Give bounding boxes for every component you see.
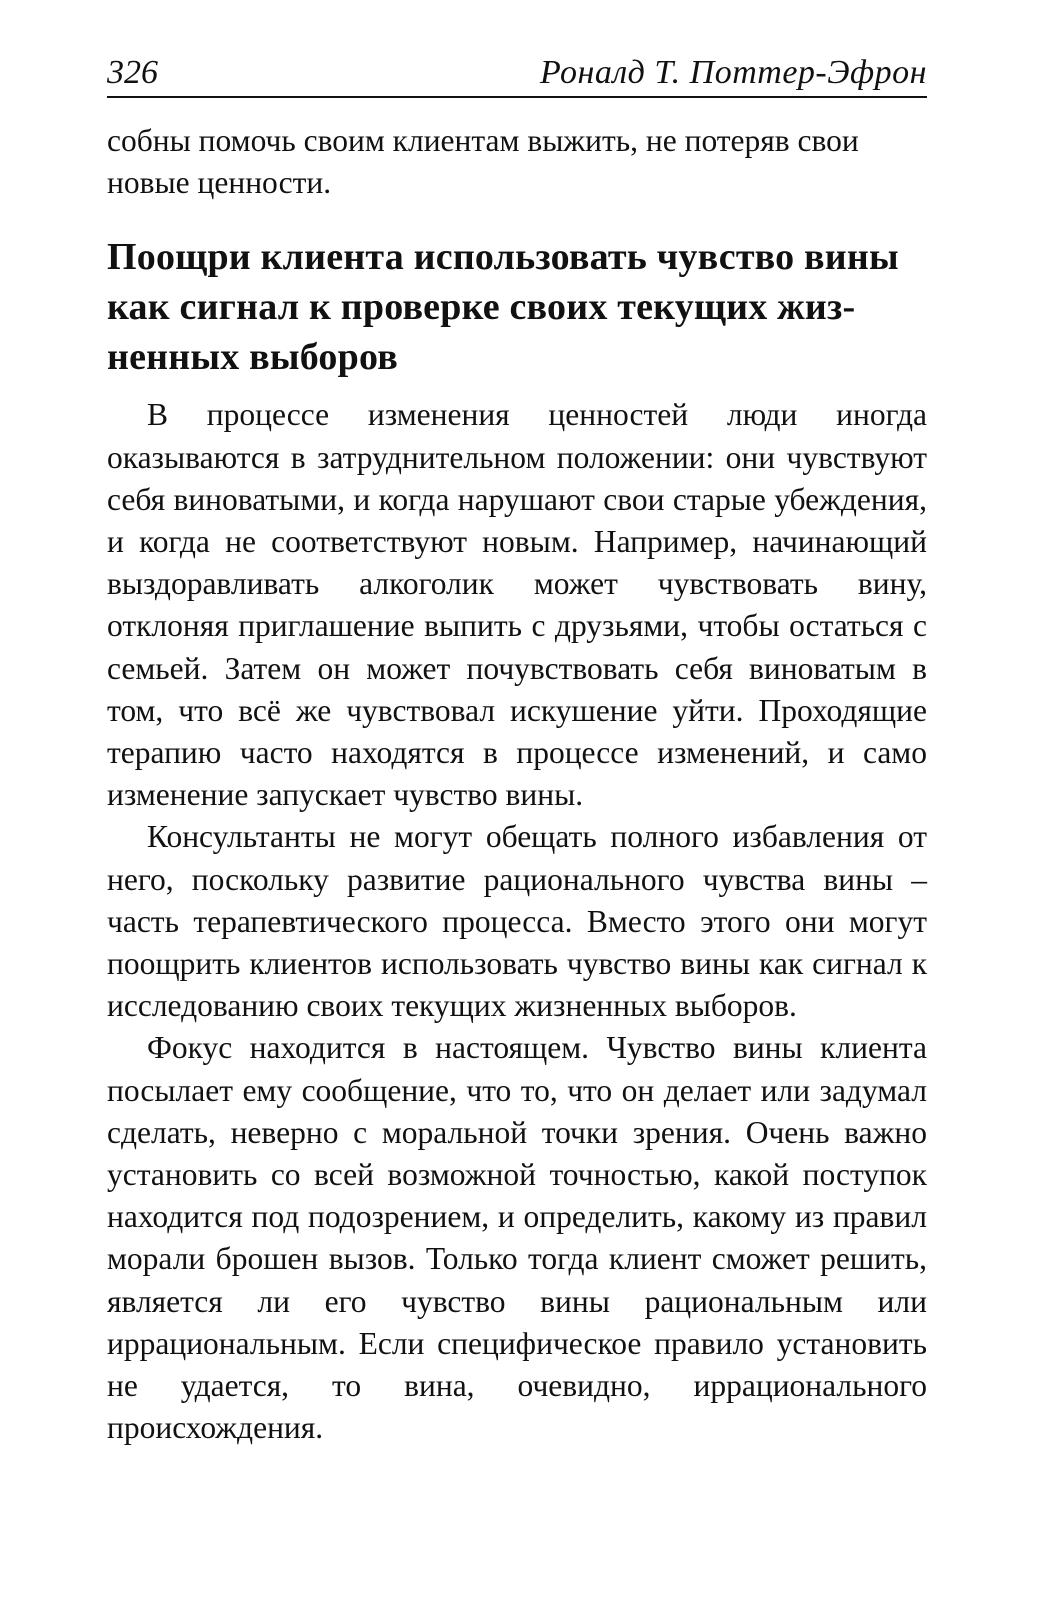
running-head: Роналд Т. Поттер-Эфрон — [539, 54, 927, 91]
page-number: 326 — [107, 54, 158, 91]
body-paragraph-1: В процессе изменения ценностей люди иногда оказываются в затруднительном положении: они чувствуют себя виноватыми, и когда нарушают свои старые убеждения, и когда не соответствуют новым. Например, начинающий выздоравливать алкоголик может чувствовать вину, отклоняя приглашение выпить с друзьями, чтобы остаться с семьей. Затем он может почувствовать себя виноватым в том, что всё же чувствовал искушение уйти. Проходящие терапию часто находятся в процессе изменений, и само изменение запускает чувство вины. — [107, 397, 927, 813]
page-header — [107, 50, 927, 98]
body-paragraph-2: Консультанты не могут обещать полного избавления от него, поскольку развитие рационального чувства вины – часть терапевтического процесса. Вместо этого они могут поощрить клиентов использовать чувство вины как сигнал к исследованию своих текущих жизненных выборов. — [107, 819, 927, 1024]
body-paragraph-3: Фокус находится в настоящем. Чувство вины клиента посылает ему сообщение, что то, что он делает или задумал сделать, неверно с моральной точки зрения. Очень важно установить со всей возможной точностью, какой поступок находится под подозрением, и определить, какому из правил морали брошен вызов. Только тогда клиент сможет решить, является ли его чувство вины рациональным или иррациональным. Если специфическое правило установить не удается, то вина, очевидно, иррационального происхождения. — [107, 1030, 927, 1446]
section-heading: Поощри клиента использовать чувство вины как сигнал к проверке своих текущих жизненных выборов — [107, 236, 899, 379]
continuation-paragraph: собны помочь своим клиентам выжить, не потеряв свои новые ценности. — [107, 123, 859, 201]
page-content — [107, 120, 927, 1449]
book-page — [107, 50, 927, 1449]
